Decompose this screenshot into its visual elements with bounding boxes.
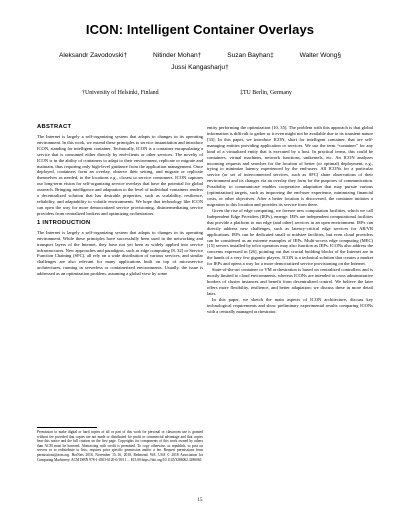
paper-title: ICON: Intelligent Container Overlays <box>85 22 315 37</box>
abstract-heading: ABSTRACT <box>37 124 72 130</box>
authors-row-1 <box>0 52 400 59</box>
body-paragraph: State-of-the-art container or VM orchestration is based on centralized controllers and is mostly limited to cloud environments, whereas ICONs are intended to cross administrative borders of cluster instances and benefit from decentralized control. We believe the later offers more flexibility, resilience, and better adaptation; we discuss these in more detail later. <box>207 267 373 296</box>
affiliation: ‡TU Berlin, Germany <box>240 90 292 96</box>
left-column <box>37 125 203 277</box>
body-paragraph: entity performing the optimization [10, 35]. The problem with this approach is that global information is difficult to gather or it even might not be available due to its transient nature [33]. In this paper, we introduce ICON, short for intelligent container, that are self-managing entities providing application or services. We use the term “container” for any kind of a virtualized entity that is executed by a host. In practical terms, this could be containers, virtual machines, network functions, unikernels, etc. An ICON analyzes incoming requests and searches for the location of better (or optimal) deployment, e.g., trying to minimize latency experienced by the end-users. All ICONs for a particular service (or set of interconnected services, such as SFC) share observations of their environment and its changes via an overlay they form for the purposes of communication. Possibility to communicate enables cooperative adaptation that may pursue various (optimization) targets, such as improving the end-user experience, minimizing financial costs, or other objectives. After a better location is discovered, the container initiates a migration to this location and provides its service from there. <box>207 125 373 207</box>
body-paragraph: In this paper, we sketch the main aspects of ICON architecture, discuss key technological requirements and show preliminary experimental results comparing ICONs with a centrally managed orchestrator. <box>207 296 373 314</box>
introduction-paragraph: The Internet is largely a self-organizing system that adapts to changes in its operating environment. While these principles have successfully been used in the networking and transport layers of the Internet, they have not yet been as widely applied into service infrastructures. New approaches and paradigms, such as edge computing [8, 32] or Service Function Chaining (SFC), all rely on a wide distribution of various services, and similar challenges are also relevant for many applications built on top of microservice architectures, running in serverless or containerized environments. Usually, the issue is addressed as an optimization problem, assuming a global view by some <box>37 229 203 277</box>
right-column <box>207 125 373 315</box>
affiliation: †University of Helsinki, Finland <box>82 90 159 96</box>
page-number: 15 <box>197 498 203 503</box>
footnote-text: Permission to make digital or hard copies of all or part of this work for personal or classroom use is granted without fee provided that copies are not made or distributed for profit or commercial advantage and that copies bear this notice and the full citation on the first page. Copyrights for components of this work owned by others than ACM must be honored. Abstracting with credit is permitted. To copy otherwise, or republish, to post on servers or to redistribute to lists, requires prior specific permission and/or a fee. Request permissions from permissions@acm.org. HotNets 2018, November 15–16, 2018, Redmond, WA, USA © 2018 Association for Computing Machinery. ACM ISBN 978-1-4503-6120-0/18/11 ... $15.00 https://doi.org/10.1145/3286062.3286065 <box>37 430 203 462</box>
copyright-footnote <box>37 427 203 462</box>
author-name: Aleksandr Zavodovski† <box>58 52 128 59</box>
footnote-rule <box>37 427 97 428</box>
author-name: Nitinder Mohan† <box>152 52 202 59</box>
author-name: Jussi Kangasharju† <box>171 64 229 71</box>
author-name: Suzan Bayhan‡ <box>227 52 274 59</box>
introduction-heading: 1 INTRODUCTION <box>37 219 91 226</box>
authors-row-2 <box>0 64 400 71</box>
author-name: Walter Wong§ <box>299 52 342 59</box>
abstract-text: The Internet is largely a self-organizing system that adapts to changes in its operating environment. In this work, we extend these principles to service instantiation and introduce ICON, standing for intelligent container. Technically, ICON is a container encapsulating a service that is consumed either directly by end-clients or other services. The novelty of ICON is in the ability of containers to adapt to their environment, replicate or migrate and maintain, thus requiring only high-level guidance from the application management. Once deployed, containers form an overlay, observe their setting, and migrate or replicate themselves as needed, to the locations e.g., closest to service consumers. ICON captures our long-term vision for self-organizing service overlays that have the potential for global outreach. Bringing intelligence and adaptation to the level of individual containers renders a decentralized solution that has desirable properties, such as scalability, resilience, reliability, and adaptability to volatile environments. We hope that technology like ICON can open the way for more democratized service provisioning, disintermediating service providers from centralized brokers and optimizing orchestrators. <box>37 133 203 216</box>
body-paragraph: Given the rise of edge computing, we foresee new computation facilities, which we call Independent Edge Providers (IEPs), emerge. IEPs are independent computational facilities that provide a platform to run edge (and other) services in an open environment. IEPs can directly address new challenges, such as latency-critical edge services for AR/VR applications. IEPs can be dedicated small or midsize facilities, but even cloud providers can be considered as an extreme examples of IEPs. Multi-access edge computing (MEC) [15] servers installed by telco operators may also function as IEPs. ICONs also address the concerns expressed in [26], pointing out that crucial building blocks of the Internet are in the hands of a very few gigantic players. ICON is a technical solution that creates a market for IEPs and opens a way for a more democratized service provisioning on the Internet. <box>207 207 373 267</box>
